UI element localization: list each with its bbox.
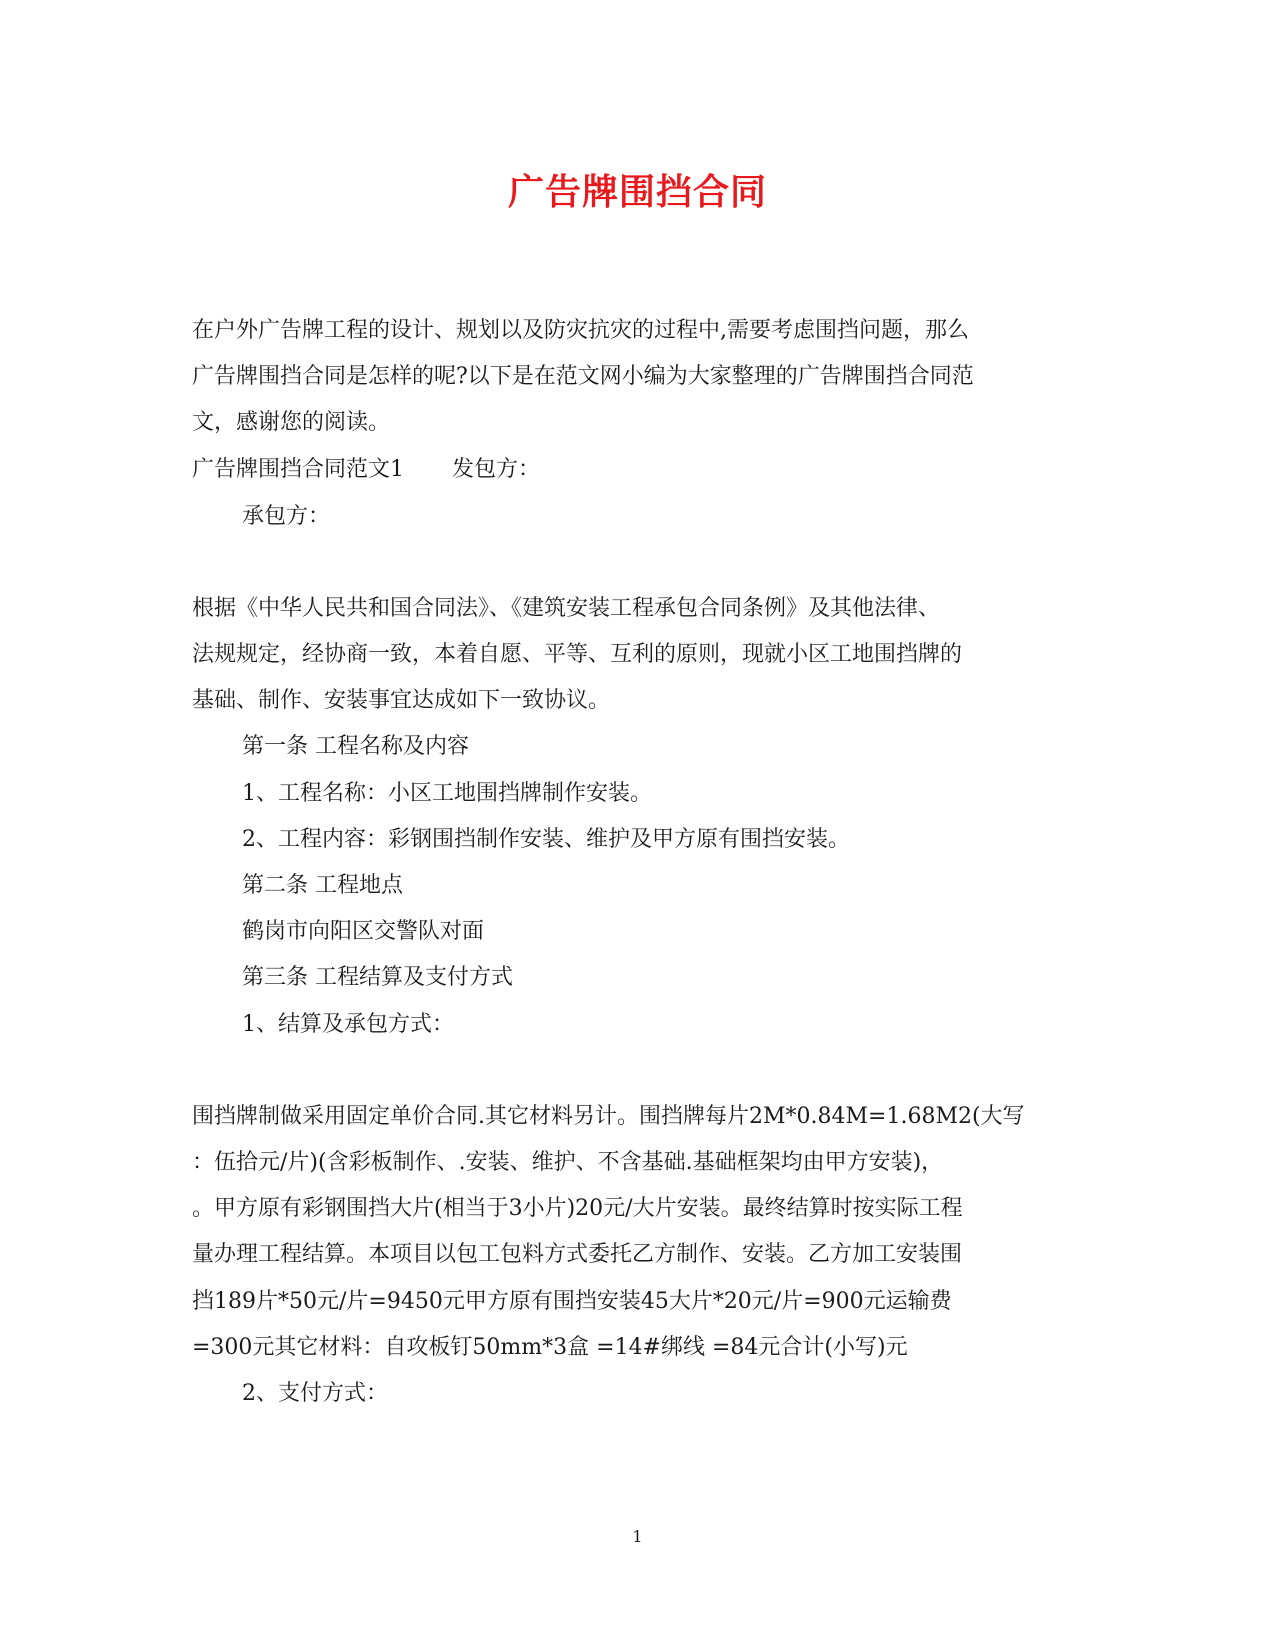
sample-heading: 广告牌围挡合同范文1 <box>192 457 404 482</box>
intro-line-2: 广告牌围挡合同是怎样的呢?以下是在范文网小编为大家整理的广告牌围挡合同范 <box>192 364 974 389</box>
sample-heading-line <box>192 455 540 485</box>
party-a-label: 发包方： <box>452 457 541 482</box>
settlement-line-2: ：伍拾元/片)(含彩板制作、.安装、维护、不含基础.基础框架均由甲方安装)， <box>192 1150 944 1175</box>
article-2-heading: 第二条 工程地点 <box>242 873 403 898</box>
article-3-heading: 第三条 工程结算及支付方式 <box>242 965 513 990</box>
settlement-line-4: 量办理工程结算。本项目以包工包料方式委托乙方制作、安装。乙方加工安装围 <box>192 1242 963 1267</box>
article-1-item-1: 1、工程名称：小区工地围挡牌制作安装。 <box>242 781 652 806</box>
settlement-line-3: 。甲方原有彩钢围挡大片(相当于3小片)20元/大片安装。最终结算时按实际工程 <box>192 1196 963 1221</box>
settlement-line-1: 围挡牌制做采用固定单价合同.其它材料另计。围挡牌每片2M*0.84M=1.68M2(大写 <box>192 1104 1025 1129</box>
intro-line-1: 在户外广告牌工程的设计、规划以及防灾抗灾的过程中,需要考虑围挡问题，那么 <box>192 318 969 343</box>
preamble-line-3: 基础、制作、安装事宜达成如下一致协议。 <box>192 688 611 713</box>
page-number: 1 <box>632 1527 643 1546</box>
article-1-item-2: 2、工程内容：彩钢围挡制作安装、维护及甲方原有围挡安装。 <box>242 827 850 852</box>
preamble-line-2: 法规规定，经协商一致，本着自愿、平等、互利的原则，现就小区工地围挡牌的 <box>192 642 963 667</box>
settlement-line-6: =300元其它材料：自攻板钉50mm*3盒 =14#绑线 =84元合计(小写)元 <box>192 1335 908 1360</box>
intro-line-3: 文，感谢您的阅读。 <box>192 410 391 435</box>
settlement-line-5: 挡189片*50元/片=9450元甲方原有围挡安装45大片*20元/片=900元运输费 <box>192 1289 952 1314</box>
document-title: 广告牌围挡合同 <box>507 171 767 213</box>
preamble-line-1: 根据《中华人民共和国合同法》、《建筑安装工程承包合同条例》及其他法律、 <box>192 596 941 621</box>
party-b-label: 承包方： <box>242 504 331 529</box>
article-3-item-1: 1、结算及承包方式： <box>242 1012 454 1037</box>
article-1-heading: 第一条 工程名称及内容 <box>242 734 469 759</box>
article-2-location: 鹤岗市向阳区交警队对面 <box>242 919 485 944</box>
article-3-item-2: 2、支付方式： <box>242 1381 388 1406</box>
